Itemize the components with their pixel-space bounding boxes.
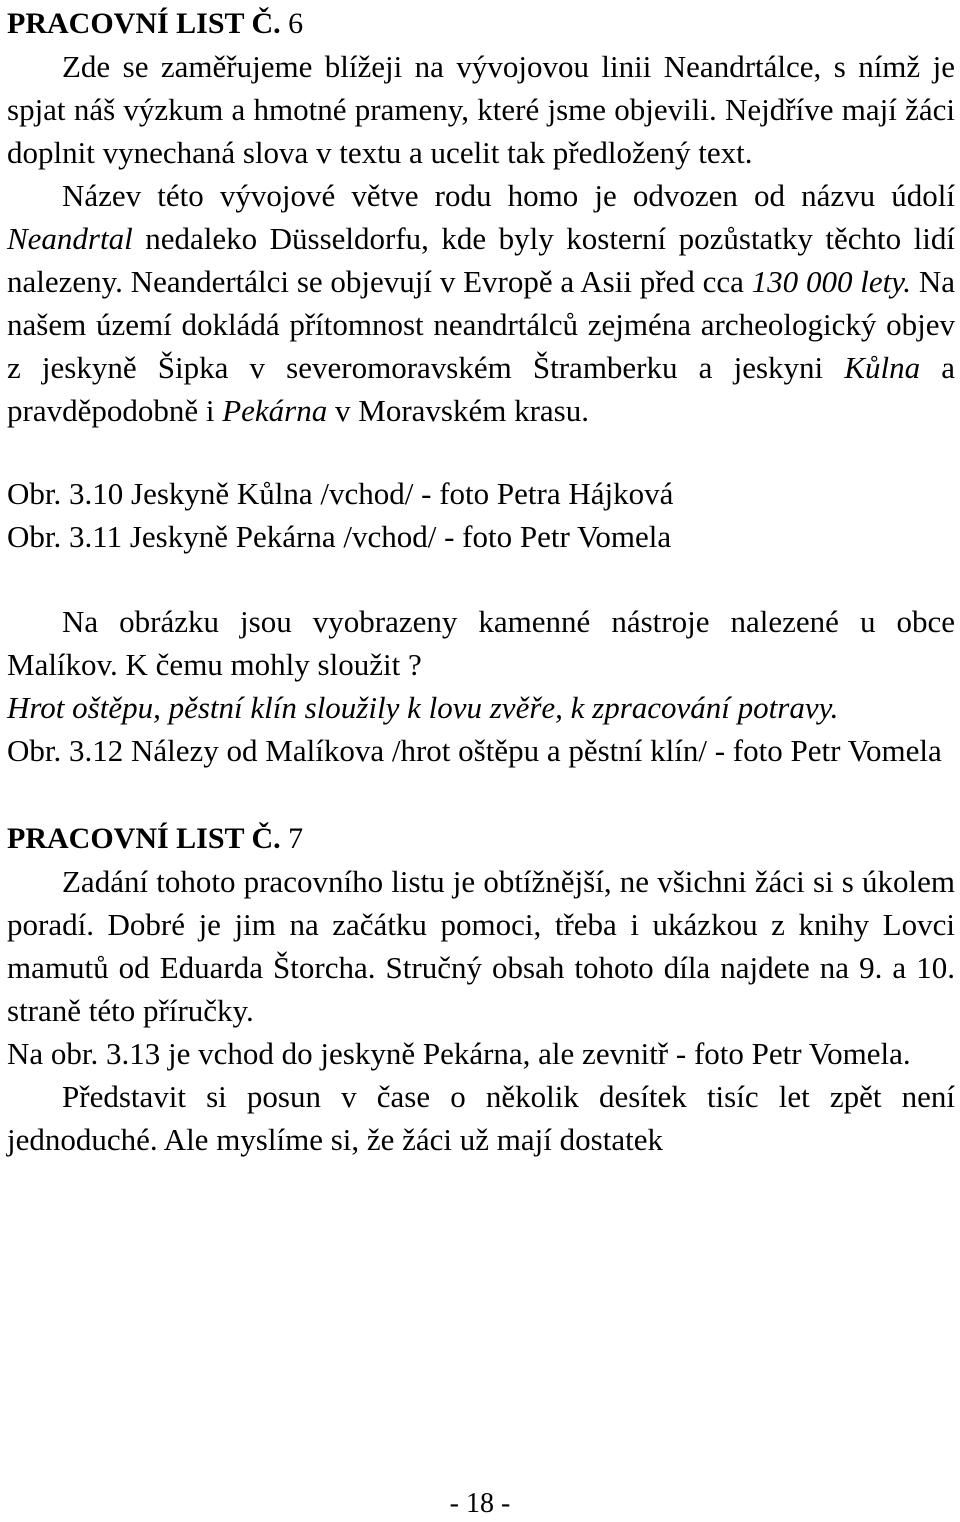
sheet-6-paragraph-neandertal xyxy=(7,174,955,432)
text-segment: Na našem území dokládá přítomnost neandrtálců zejména archeologický objev z jeskyně Šipka v severomoravském Štramberku a jeskyni xyxy=(7,264,955,385)
sheet-6-intro: Zde se zaměřujeme blížeji na vývojovou linii Neandrtálce, s nímž je spjat náš výzkum a hmotné prameny, které jsme objevili. Nejdříve mají žáci doplnit vynechaná slova v textu a ucelit tak předložený text. xyxy=(7,49,955,170)
spacer xyxy=(7,558,955,600)
sheet-7-paragraph-2: Na obr. 3.13 je vchod do jeskyně Pekárna, ale zevnitř - foto Petr Vomela. xyxy=(7,1036,911,1071)
caption-fig-3-11: Obr. 3.11 Jeskyně Pekárna /vchod/ - foto Petr Vomela xyxy=(7,519,672,554)
pekarna-term: Pekárna xyxy=(222,393,328,428)
sheet-7-heading-label: PRACOVNÍ LIST Č. xyxy=(7,822,281,855)
sheet-7-heading-number: 7 xyxy=(288,822,304,855)
caption-fig-3-10: Obr. 3.10 Jeskyně Kůlna /vchod/ - foto Petra Hájková xyxy=(7,476,674,511)
text-segment: Název této vývojové větve rodu homo je odvozen od názvu údolí xyxy=(62,178,955,213)
sheet-7-paragraph-1: Zadání tohoto pracovního listu je obtížnější, ne všichni žáci si s úkolem poradí. Dobré je jim na začátku pomoci, třeba i ukázkou z knihy Lovci mamutů od Eduarda Štorcha. Stručný obsah tohoto díla najdete na 9. a 10. straně této příručky. xyxy=(7,864,955,1028)
answer-text: Hrot oštěpu, pěstní klín sloužily k lovu zvěře, k zpracování potravy. xyxy=(7,690,839,725)
neandrtal-term: Neandrtal xyxy=(7,221,133,256)
document-page xyxy=(7,2,955,1161)
spacer xyxy=(7,772,955,817)
text-segment: nedaleko Düsseldorfu, kde byly kosterní pozůstatky těchto lidí nalezeny. Neandertálci se objevují v Evropě a Asii před cca xyxy=(7,221,955,299)
sheet-7-paragraph-3: Představit si posun v čase o několik desítek tisíc let zpět není jednoduché. Ale myslíme si, že žáci už mají dostatek xyxy=(7,1079,955,1157)
text-segment: a pravděpodobně i xyxy=(7,350,955,428)
sheet-6-question: Na obrázku jsou vyobrazeny kamenné nástroje nalezené u obce Malíkov. K čemu mohly sloužit ? xyxy=(7,604,955,682)
sheet-7-heading xyxy=(7,817,955,860)
page-number: - 18 - xyxy=(449,1488,511,1519)
kulna-term: Kůlna xyxy=(844,350,921,385)
sheet-6-answer xyxy=(7,686,955,729)
years-term: 130 000 lety. xyxy=(751,264,912,299)
text-segment: v Moravském krasu. xyxy=(327,393,589,428)
sheet-6-heading-label: PRACOVNÍ LIST Č. xyxy=(7,7,281,40)
caption-fig-3-12: Obr. 3.12 Nálezy od Malíkova /hrot oštěpu a pěstní klín/ - foto Petr Vomela xyxy=(7,733,942,768)
sheet-6-heading-number: 6 xyxy=(288,7,304,40)
sheet-6-heading xyxy=(7,2,955,45)
spacer xyxy=(7,432,955,472)
